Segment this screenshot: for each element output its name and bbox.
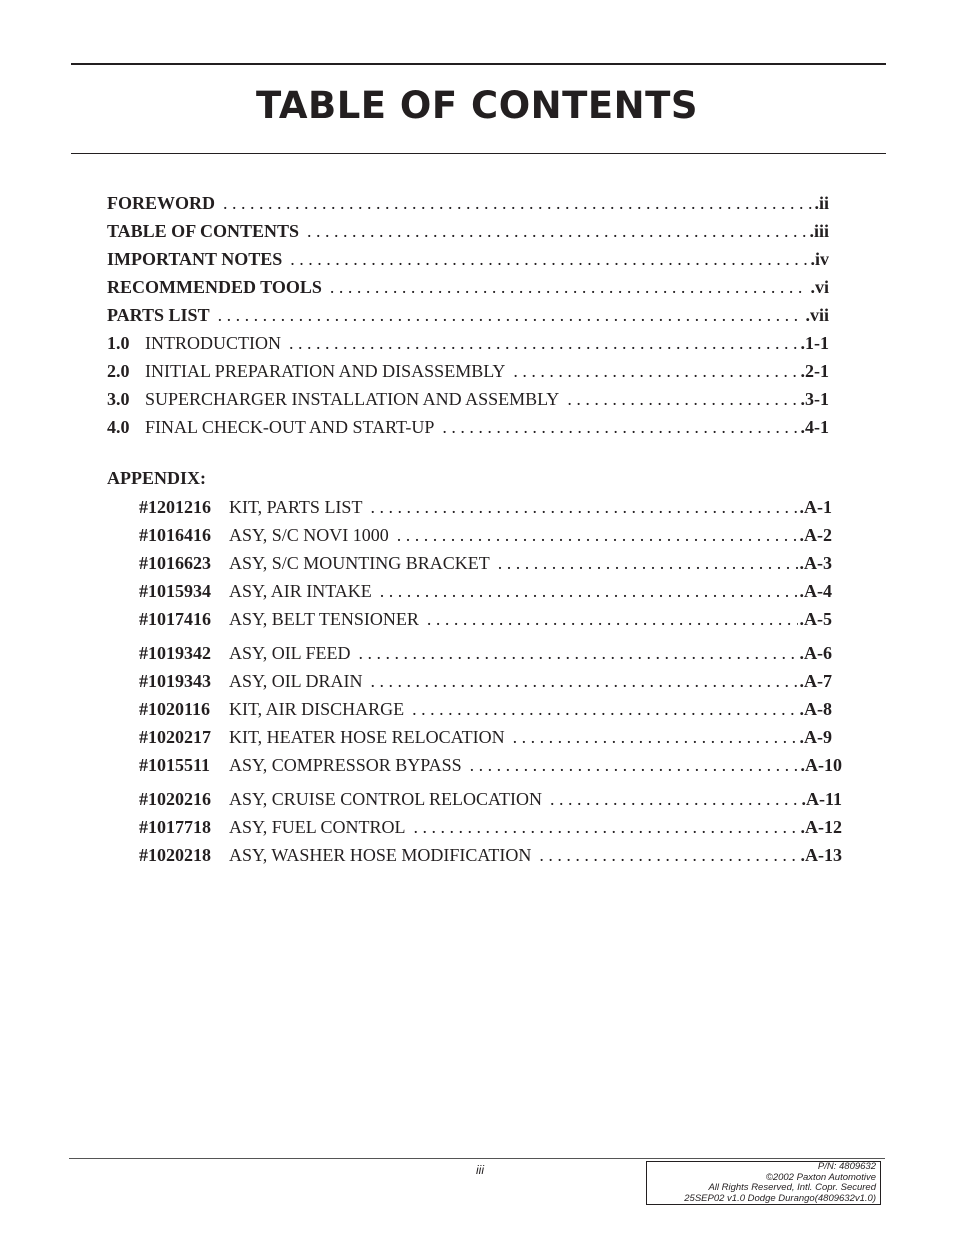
footer-part-number: P/N: 4809632 xyxy=(817,1161,876,1172)
part-number: #1201216 xyxy=(139,497,211,517)
toc-entry-label: FINAL CHECK-OUT AND START-UP xyxy=(145,417,435,437)
dot-leader xyxy=(412,698,797,720)
dot-leader xyxy=(359,642,798,664)
appendix-entry-label: ASY, AIR INTAKE xyxy=(229,581,372,601)
toc-entry-label: IMPORTANT NOTES xyxy=(107,249,283,269)
appendix-entry-page: .A-1 xyxy=(799,497,832,517)
part-number: #1020216 xyxy=(139,789,211,809)
appendix-entry-label: ASY, COMPRESSOR BYPASS xyxy=(229,755,462,775)
part-number: #1017718 xyxy=(139,817,211,837)
part-number: #1015934 xyxy=(139,581,211,601)
appendix-entry-page: .A-3 xyxy=(799,553,832,573)
dot-leader xyxy=(218,304,804,326)
toc-entry-label: RECOMMENDED TOOLS xyxy=(107,277,322,297)
toc-entry-section-2[interactable] xyxy=(107,360,829,382)
appendix-entry-label: ASY, WASHER HOSE MODIFICATION xyxy=(229,845,532,865)
appendix-entry-page: .A-11 xyxy=(801,789,842,809)
appendix-entry-page: .A-7 xyxy=(799,671,832,691)
part-number: #1020116 xyxy=(139,699,211,719)
toc-entry-label: INITIAL PREPARATION AND DISASSEMBLY xyxy=(145,361,506,381)
dot-leader xyxy=(397,524,798,546)
appendix-entry-label: KIT, AIR DISCHARGE xyxy=(229,699,405,719)
toc-entry-important-notes[interactable] xyxy=(107,248,829,270)
dot-leader xyxy=(470,754,799,776)
toc-entry-section-4[interactable] xyxy=(107,416,829,438)
part-number: #1017416 xyxy=(139,609,211,629)
appendix-entry-label: ASY, S/C NOVI 1000 xyxy=(229,525,389,545)
appendix-entry-page: .A-6 xyxy=(799,643,832,663)
dot-leader xyxy=(370,496,797,518)
toc-entry-recommended-tools[interactable] xyxy=(107,276,829,298)
dot-leader xyxy=(289,332,799,354)
toc-entry-label: FOREWORD xyxy=(107,193,215,213)
appendix-entry[interactable] xyxy=(139,642,832,664)
part-number: #1019342 xyxy=(139,643,211,663)
part-number: #1016416 xyxy=(139,525,211,545)
appendix-entry-label: ASY, S/C MOUNTING BRACKET xyxy=(229,553,490,573)
appendix-entry-label: ASY, FUEL CONTROL xyxy=(229,817,406,837)
toc-entry-label: SUPERCHARGER INSTALLATION AND ASSEMBLY xyxy=(145,389,560,409)
part-number: #1019343 xyxy=(139,671,211,691)
dot-leader xyxy=(427,608,798,630)
appendix-entry[interactable] xyxy=(139,496,832,518)
appendix-entry[interactable] xyxy=(139,608,832,630)
dot-leader xyxy=(371,670,798,692)
dot-leader xyxy=(567,388,798,410)
footer-rights: All Rights Reserved, Intl. Copr. Secured xyxy=(708,1182,876,1193)
appendix-entry[interactable] xyxy=(139,580,832,602)
appendix-entry-page: .A-2 xyxy=(799,525,832,545)
dot-leader xyxy=(414,816,799,838)
toc-entry-page: .vii xyxy=(805,305,829,325)
appendix-entry-label: ASY, CRUISE CONTROL RELOCATION xyxy=(229,789,543,809)
footer-rule xyxy=(69,1158,885,1159)
appendix-entry-page: .A-10 xyxy=(800,755,842,775)
toc-entry-label: TABLE OF CONTENTS xyxy=(107,221,300,241)
toc-entry-page: .3-1 xyxy=(800,389,829,409)
toc-entry-page: .iii xyxy=(809,221,829,241)
appendix-entry-label: KIT, PARTS LIST xyxy=(229,497,363,517)
dot-leader xyxy=(539,844,798,866)
dot-leader xyxy=(513,726,798,748)
footer-copyright: ©2002 Paxton Automotive xyxy=(765,1171,876,1183)
dot-leader xyxy=(550,788,799,810)
appendix-entry-label: ASY, OIL DRAIN xyxy=(229,671,363,691)
section-number: 1.0 xyxy=(107,333,130,353)
toc-entry-page: .ii xyxy=(814,193,829,213)
page-title: TABLE OF CONTENTS xyxy=(256,84,698,127)
appendix-entry[interactable] xyxy=(139,726,832,748)
appendix-entry-label: KIT, HEATER HOSE RELOCATION xyxy=(229,727,505,747)
toc-entry-label: INTRODUCTION xyxy=(145,333,281,353)
title-rule xyxy=(71,153,886,154)
appendix-entry-page: .A-9 xyxy=(799,727,832,747)
section-number: 3.0 xyxy=(107,389,130,409)
part-number: #1020217 xyxy=(139,727,211,747)
toc-entry-parts-list[interactable] xyxy=(107,304,829,326)
toc-entry-page: .2-1 xyxy=(800,361,829,381)
part-number: #1015511 xyxy=(139,755,211,775)
part-number: #1020218 xyxy=(139,845,211,865)
toc-entry-label: PARTS LIST xyxy=(107,305,210,325)
toc-entry-table-of-contents[interactable] xyxy=(107,220,829,242)
dot-leader xyxy=(513,360,798,382)
appendix-entry-page: .A-13 xyxy=(800,845,842,865)
appendix-entry-label: ASY, BELT TENSIONER xyxy=(229,609,419,629)
appendix-entry[interactable] xyxy=(139,698,832,720)
section-number: 4.0 xyxy=(107,417,130,437)
toc-entry-page: .iv xyxy=(810,249,829,269)
appendix-entry[interactable] xyxy=(139,788,842,810)
footer-revision: 25SEP02 v1.0 Dodge Durango(4809632v1.0) xyxy=(684,1192,876,1204)
appendix-entry-label: ASY, OIL FEED xyxy=(229,643,351,663)
dot-leader xyxy=(442,416,798,438)
appendix-heading: APPENDIX: xyxy=(107,468,206,488)
toc-entry-foreword[interactable] xyxy=(107,192,829,214)
page-number: iii xyxy=(476,1163,484,1177)
dot-leader xyxy=(307,220,807,242)
appendix-entry[interactable] xyxy=(139,524,832,546)
section-number: 2.0 xyxy=(107,361,130,381)
dot-leader xyxy=(330,276,809,298)
toc-entry-page: .1-1 xyxy=(800,333,829,353)
appendix-entry[interactable] xyxy=(139,754,842,776)
top-rule xyxy=(71,63,886,65)
appendix-entry[interactable] xyxy=(139,816,842,838)
dot-leader xyxy=(498,552,798,574)
appendix-entry-page: .A-5 xyxy=(799,609,832,629)
dot-leader xyxy=(290,248,808,270)
appendix-entry-page: .A-8 xyxy=(799,699,832,719)
toc-entry-section-1[interactable] xyxy=(107,332,829,354)
part-number: #1016623 xyxy=(139,553,211,573)
dot-leader xyxy=(223,192,812,214)
toc-entry-page: .vi xyxy=(810,277,829,297)
appendix-entry[interactable] xyxy=(139,552,832,574)
toc-entry-page: .4-1 xyxy=(800,417,829,437)
appendix-entry[interactable] xyxy=(139,844,842,866)
appendix-entry-page: .A-12 xyxy=(800,817,842,837)
toc-entry-section-3[interactable] xyxy=(107,388,829,410)
appendix-entry[interactable] xyxy=(139,670,832,692)
appendix-entry-page: .A-4 xyxy=(799,581,832,601)
dot-leader xyxy=(380,580,798,602)
footer-info-box xyxy=(646,1161,881,1205)
